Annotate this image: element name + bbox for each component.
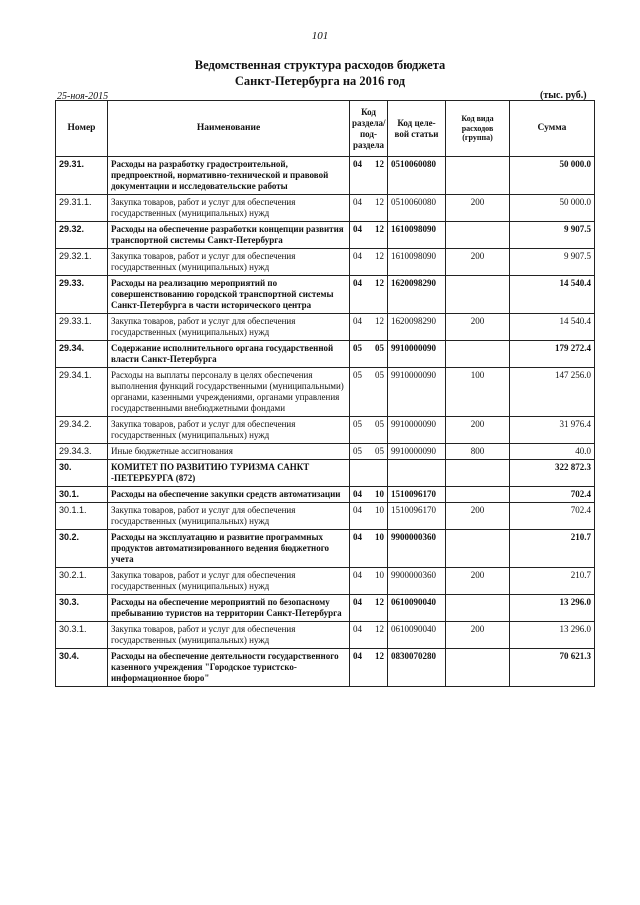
- row-section: 04: [353, 624, 362, 634]
- row-section-code: [350, 341, 388, 368]
- row-expense-type: 200: [446, 195, 510, 222]
- table-row: [56, 368, 595, 417]
- header-sum: Сумма: [510, 101, 595, 157]
- table-row: [56, 249, 595, 276]
- units-label: (тыс. руб.): [540, 90, 587, 101]
- row-section-code: [350, 444, 388, 460]
- row-name: Расходы на эксплуатацию и развитие программных продуктов автоматизированного ведения бюджетного учета: [108, 530, 350, 568]
- table-row: [56, 649, 595, 687]
- row-expense-type: [446, 530, 510, 568]
- row-expense-type: [446, 595, 510, 622]
- row-name: Расходы на реализацию мероприятий по совершенствованию городской транспортной системы Санкт-Петербурга в части исторического центра: [108, 276, 350, 314]
- row-sum: 9 907.5: [510, 222, 595, 249]
- row-section-code: [350, 157, 388, 195]
- row-section-code: [350, 568, 388, 595]
- row-target-code: 1610098090: [388, 222, 446, 249]
- row-sum: 322 872.3: [510, 460, 595, 487]
- row-name: Содержание исполнительного органа государственной власти Санкт-Петербурга: [108, 341, 350, 368]
- row-section: 04: [353, 197, 362, 207]
- row-expense-type: 200: [446, 622, 510, 649]
- row-section-code: [350, 314, 388, 341]
- row-number: 29.32.1.: [56, 249, 108, 276]
- row-subsection: 12: [375, 159, 384, 169]
- row-number: 29.34.: [56, 341, 108, 368]
- row-section-code: [350, 195, 388, 222]
- row-subsection: 05: [375, 419, 384, 429]
- table-row: [56, 487, 595, 503]
- table-row: [56, 417, 595, 444]
- row-section-code: [350, 460, 388, 487]
- row-sum: 14 540.4: [510, 314, 595, 341]
- row-name: Расходы на обеспечение закупки средств автоматизации: [108, 487, 350, 503]
- row-subsection: 12: [375, 251, 384, 261]
- row-section: 04: [353, 505, 362, 515]
- row-name: Закупка товаров, работ и услуг для обеспечения государственных (муниципальных) нужд: [108, 314, 350, 341]
- row-target-code: 0510060080: [388, 157, 446, 195]
- row-number: 30.2.: [56, 530, 108, 568]
- row-subsection: 05: [375, 370, 384, 380]
- table-row: [56, 157, 595, 195]
- row-target-code: 9910000090: [388, 417, 446, 444]
- row-name: Закупка товаров, работ и услуг для обеспечения государственных (муниципальных) нужд: [108, 195, 350, 222]
- row-expense-type: 100: [446, 368, 510, 417]
- row-subsection: 12: [375, 316, 384, 326]
- row-section-code: [350, 487, 388, 503]
- row-sum: 179 272.4: [510, 341, 595, 368]
- row-target-code: 1510096170: [388, 503, 446, 530]
- row-number: 29.31.1.: [56, 195, 108, 222]
- row-section: 05: [353, 446, 362, 456]
- table-row: [56, 276, 595, 314]
- table-row: [56, 222, 595, 249]
- row-expense-type: 200: [446, 503, 510, 530]
- row-expense-type: 200: [446, 568, 510, 595]
- row-sum: 210.7: [510, 530, 595, 568]
- row-name: Закупка товаров, работ и услуг для обеспечения государственных (муниципальных) нужд: [108, 503, 350, 530]
- row-section: 04: [353, 597, 362, 607]
- row-number: 30.1.: [56, 487, 108, 503]
- row-name: Расходы на обеспечение разработки концепции развития транспортной системы Санкт-Петербурга: [108, 222, 350, 249]
- row-target-code: 0830070280: [388, 649, 446, 687]
- row-sum: 70 621.3: [510, 649, 595, 687]
- row-subsection: 05: [375, 343, 384, 353]
- row-section-code: [350, 622, 388, 649]
- table-body: [56, 157, 595, 687]
- table-row: [56, 530, 595, 568]
- row-expense-type: [446, 341, 510, 368]
- table-row: [56, 622, 595, 649]
- row-name: Расходы на обеспечение мероприятий по безопасному пребыванию туристов на территории Санкт-Петербурга: [108, 595, 350, 622]
- row-expense-type: [446, 157, 510, 195]
- page-number: 101: [311, 30, 329, 42]
- row-name: Расходы на выплаты персоналу в целях обеспечения выполнения функций государственными (муниципальными) органами, казенными учреждениями, органами управления государственными внебюджетными фондами: [108, 368, 350, 417]
- budget-table: [55, 100, 595, 687]
- row-subsection: 12: [375, 624, 384, 634]
- row-target-code: [388, 460, 446, 487]
- title-line-1: Ведомственная структура расходов бюджета: [194, 58, 446, 72]
- row-section: 04: [353, 224, 362, 234]
- row-sum: 14 540.4: [510, 276, 595, 314]
- row-section: 05: [353, 370, 362, 380]
- row-section: 05: [353, 419, 362, 429]
- row-number: 29.33.: [56, 276, 108, 314]
- row-subsection: 12: [375, 597, 384, 607]
- table-row: [56, 568, 595, 595]
- row-section-code: [350, 595, 388, 622]
- row-section-code: [350, 417, 388, 444]
- row-expense-type: 200: [446, 249, 510, 276]
- row-section-code: [350, 503, 388, 530]
- row-section: 04: [353, 316, 362, 326]
- row-expense-type: 800: [446, 444, 510, 460]
- row-sum: 40.0: [510, 444, 595, 460]
- row-target-code: 1620098290: [388, 276, 446, 314]
- row-target-code: 1510096170: [388, 487, 446, 503]
- row-subsection: 10: [375, 489, 384, 499]
- row-subsection: 12: [375, 197, 384, 207]
- row-number: 30.3.1.: [56, 622, 108, 649]
- row-section-code: [350, 530, 388, 568]
- row-target-code: 9900000360: [388, 530, 446, 568]
- row-sum: 147 256.0: [510, 368, 595, 417]
- row-subsection: 10: [375, 570, 384, 580]
- row-name: Расходы на обеспечение деятельности государственного казенного учреждения "Городское туристско-информационное бюро": [108, 649, 350, 687]
- row-sum: 31 976.4: [510, 417, 595, 444]
- row-name: Закупка товаров, работ и услуг для обеспечения государственных (муниципальных) нужд: [108, 249, 350, 276]
- row-expense-type: 200: [446, 417, 510, 444]
- row-sum: 50 000.0: [510, 195, 595, 222]
- header-section-code: Код раздела/ под- раздела: [350, 101, 388, 157]
- row-section-code: [350, 276, 388, 314]
- row-target-code: 1610098090: [388, 249, 446, 276]
- document-title: [0, 57, 640, 89]
- table-row: [56, 314, 595, 341]
- row-name: КОМИТЕТ ПО РАЗВИТИЮ ТУРИЗМА САНКТ -ПЕТЕРБУРГА (872): [108, 460, 350, 487]
- row-sum: 9 907.5: [510, 249, 595, 276]
- row-subsection: 05: [375, 446, 384, 456]
- row-number: 29.32.: [56, 222, 108, 249]
- row-expense-type: [446, 460, 510, 487]
- header-number: Номер: [56, 101, 108, 157]
- row-target-code: 0610090040: [388, 622, 446, 649]
- row-section: 04: [353, 278, 362, 288]
- row-name: Закупка товаров, работ и услуг для обеспечения государственных (муниципальных) нужд: [108, 417, 350, 444]
- row-number: 30.: [56, 460, 108, 487]
- row-expense-type: [446, 649, 510, 687]
- table-row: [56, 195, 595, 222]
- row-number: 29.34.2.: [56, 417, 108, 444]
- row-target-code: 0610090040: [388, 595, 446, 622]
- row-target-code: 1620098290: [388, 314, 446, 341]
- row-name: Закупка товаров, работ и услуг для обеспечения государственных (муниципальных) нужд: [108, 568, 350, 595]
- row-section: 04: [353, 651, 362, 661]
- row-sum: 210.7: [510, 568, 595, 595]
- header-target-code: Код целе- вой статьи: [388, 101, 446, 157]
- document-date: 25-ноя-2015: [57, 91, 109, 102]
- row-target-code: 9900000360: [388, 568, 446, 595]
- row-number: 29.31.: [56, 157, 108, 195]
- table-header-row: [56, 101, 595, 157]
- row-number: 29.34.3.: [56, 444, 108, 460]
- row-section-code: [350, 249, 388, 276]
- row-target-code: 9910000090: [388, 341, 446, 368]
- row-target-code: 0510060080: [388, 195, 446, 222]
- row-section-code: [350, 368, 388, 417]
- row-section: 04: [353, 159, 362, 169]
- row-number: 29.33.1.: [56, 314, 108, 341]
- table-row: [56, 595, 595, 622]
- row-subsection: 10: [375, 505, 384, 515]
- row-sum: 702.4: [510, 487, 595, 503]
- row-name: Закупка товаров, работ и услуг для обеспечения государственных (муниципальных) нужд: [108, 622, 350, 649]
- row-number: 30.4.: [56, 649, 108, 687]
- row-sum: 13 296.0: [510, 595, 595, 622]
- row-section: 05: [353, 343, 362, 353]
- row-name: Расходы на разработку градостроительной, предпроектной, нормативно-технической и правовой документации и исследовательские работы: [108, 157, 350, 195]
- row-expense-type: [446, 222, 510, 249]
- row-target-code: 9910000090: [388, 368, 446, 417]
- row-number: 30.2.1.: [56, 568, 108, 595]
- row-number: 30.3.: [56, 595, 108, 622]
- row-section: 04: [353, 532, 362, 542]
- title-line-2: Санкт-Петербурга на 2016 год: [234, 74, 406, 88]
- row-subsection: 12: [375, 224, 384, 234]
- table-row: [56, 444, 595, 460]
- row-name: Иные бюджетные ассигнования: [108, 444, 350, 460]
- row-number: 29.34.1.: [56, 368, 108, 417]
- row-sum: 50 000.0: [510, 157, 595, 195]
- row-section: 04: [353, 570, 362, 580]
- row-subsection: 12: [375, 278, 384, 288]
- row-sum: 702.4: [510, 503, 595, 530]
- row-number: 30.1.1.: [56, 503, 108, 530]
- row-subsection: 12: [375, 651, 384, 661]
- table-row: [56, 341, 595, 368]
- row-section: 04: [353, 251, 362, 261]
- row-section: 04: [353, 489, 362, 499]
- table-row: [56, 460, 595, 487]
- table-row: [56, 503, 595, 530]
- row-section-code: [350, 222, 388, 249]
- row-expense-type: 200: [446, 314, 510, 341]
- row-target-code: 9910000090: [388, 444, 446, 460]
- row-expense-type: [446, 487, 510, 503]
- row-subsection: 10: [375, 532, 384, 542]
- row-sum: 13 296.0: [510, 622, 595, 649]
- row-expense-type: [446, 276, 510, 314]
- header-expense-type-code: Код вида расходов (группа): [446, 101, 510, 157]
- header-name: Наименование: [108, 101, 350, 157]
- row-section-code: [350, 649, 388, 687]
